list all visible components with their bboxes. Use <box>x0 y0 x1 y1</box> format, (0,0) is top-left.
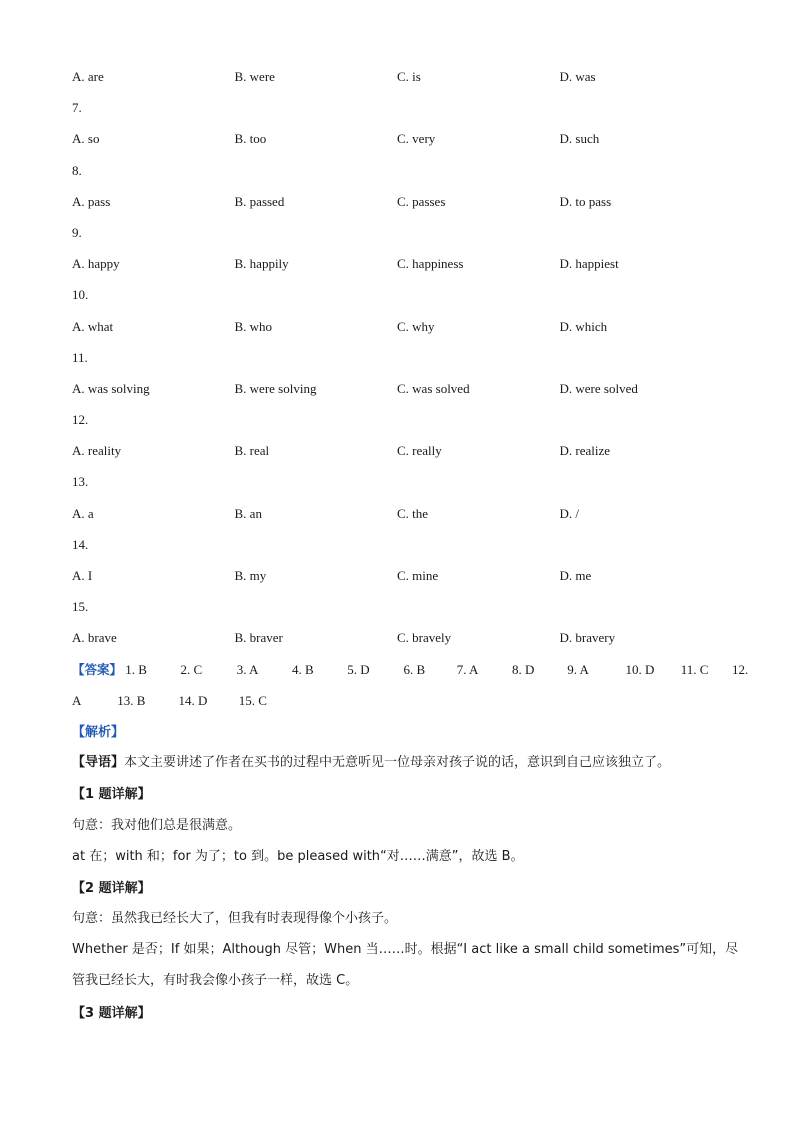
question-number: 11. <box>72 349 88 365</box>
answer-item: 12. <box>732 661 749 677</box>
option-a: A. reality <box>72 443 122 459</box>
option-b: B. real <box>234 443 270 459</box>
question-number: 9. <box>72 224 82 240</box>
option-a: A. so <box>72 131 100 147</box>
option-a: A. I <box>72 568 93 583</box>
answer-item: 4. B <box>292 661 314 677</box>
option-d: D. which <box>559 318 608 334</box>
answer-item: 1. B <box>125 661 147 677</box>
answer-item: 15. C <box>238 692 267 708</box>
question-number: 15. <box>72 599 89 615</box>
option-d: D. such <box>559 131 600 147</box>
answer-item: 8. D <box>512 661 535 677</box>
answer-item: 6. B <box>403 661 426 677</box>
option-c: C. is <box>397 69 421 84</box>
options-row-q13 <box>72 498 732 529</box>
option-b: B. happily <box>234 256 289 272</box>
intro-row <box>72 747 732 778</box>
option-d: D. happiest <box>559 256 619 272</box>
analysis-tag-row <box>72 716 732 747</box>
answer-item: 5. D <box>347 661 370 677</box>
option-d: D. me <box>559 568 592 583</box>
question-number: 13. <box>72 474 89 490</box>
answer-item: 3. A <box>236 661 259 677</box>
option-c: C. passes <box>397 193 446 209</box>
option-d: D. was <box>559 69 596 84</box>
options-row-q14 <box>72 560 732 591</box>
option-a: A. brave <box>72 630 117 646</box>
q1-heading-row <box>72 778 732 809</box>
q1-detail: at 在；with 和；for 为了；to 到。be pleased with“对……满意”，故选 B。 <box>72 848 524 864</box>
question-number: 14. <box>72 536 89 552</box>
analysis-tag: 【解析】 <box>72 724 125 740</box>
question-number: 12. <box>72 412 89 428</box>
answer-key-line-1 <box>72 654 749 685</box>
answer-item: 14. D <box>178 692 208 708</box>
option-c: C. really <box>397 443 442 459</box>
options-row-q10 <box>72 311 732 342</box>
option-b: B. my <box>234 568 267 583</box>
q1-meaning: 句意：我对他们总是很满意。 <box>72 817 242 833</box>
option-a: A. pass <box>72 193 111 209</box>
option-c: C. happiness <box>397 256 464 272</box>
q2-detail-line-1: Whether 是否；If 如果；Although 尽管；When 当……时。根据“I act like a small child sometimes”可知，尽 <box>72 942 739 958</box>
answer-item: A <box>72 692 82 708</box>
option-b: B. braver <box>234 630 283 646</box>
option-c: C. the <box>397 505 429 521</box>
option-c: C. very <box>397 131 436 147</box>
option-a: A. are <box>72 69 104 84</box>
option-b: B. too <box>234 131 267 147</box>
q2-heading-row <box>72 872 732 903</box>
options-row-q15 <box>72 622 732 653</box>
option-d: D. to pass <box>559 193 612 209</box>
option-d: D. / <box>559 505 579 521</box>
document-page <box>72 61 749 1028</box>
q2-meaning: 句意：虽然我已经长大了，但我有时表现得像个小孩子。 <box>72 911 398 927</box>
q3-heading: 【3 题详解】 <box>72 1005 151 1021</box>
option-a: A. happy <box>72 256 120 272</box>
options-row-q11 <box>72 373 732 404</box>
answer-item: 10. D <box>625 661 655 677</box>
q2-detail-line-2: 管我已经长大，有时我会像小孩子一样，故选 C。 <box>72 973 359 989</box>
option-a: A. what <box>72 318 114 334</box>
intro-tag: 【导语】 <box>72 755 125 771</box>
option-a: A. was solving <box>72 380 150 396</box>
option-c: C. why <box>397 318 435 334</box>
option-b: B. an <box>234 505 262 521</box>
option-c: C. bravely <box>397 630 452 646</box>
answer-item: 9. A <box>567 661 589 677</box>
answer-key-line-2 <box>72 685 732 716</box>
answer-item: 2. C <box>180 661 203 677</box>
option-d: D. were solved <box>559 380 638 396</box>
question-number: 10. <box>72 287 89 303</box>
option-c: C. mine <box>397 568 439 583</box>
option-d: D. realize <box>559 443 611 459</box>
question-number: 7. <box>72 100 82 116</box>
options-row-q7 <box>72 123 732 154</box>
intro-text: 本文主要讲述了作者在买书的过程中无意听见一位母亲对孩子说的话，意识到自己应该独立了。 <box>124 755 671 771</box>
question-number: 8. <box>72 162 82 178</box>
answer-item: 11. C <box>680 661 709 677</box>
options-row-q6 <box>72 61 732 92</box>
options-row-q8 <box>72 186 732 217</box>
options-row-q12 <box>72 435 732 466</box>
q1-heading: 【1 题详解】 <box>72 787 151 803</box>
option-c: C. was solved <box>397 380 470 396</box>
answer-tag: 【答案】 <box>72 661 123 677</box>
q2-heading: 【2 题详解】 <box>72 880 151 896</box>
answer-item: 13. B <box>117 692 146 708</box>
option-b: B. who <box>234 318 273 334</box>
options-row-q9 <box>72 248 732 279</box>
option-b: B. passed <box>234 193 285 209</box>
option-b: B. were <box>234 69 275 84</box>
q3-heading-row <box>72 997 732 1028</box>
option-a: A. a <box>72 505 94 521</box>
option-b: B. were solving <box>234 380 317 396</box>
answer-item: 7. A <box>456 661 479 677</box>
option-d: D. bravery <box>559 630 616 646</box>
